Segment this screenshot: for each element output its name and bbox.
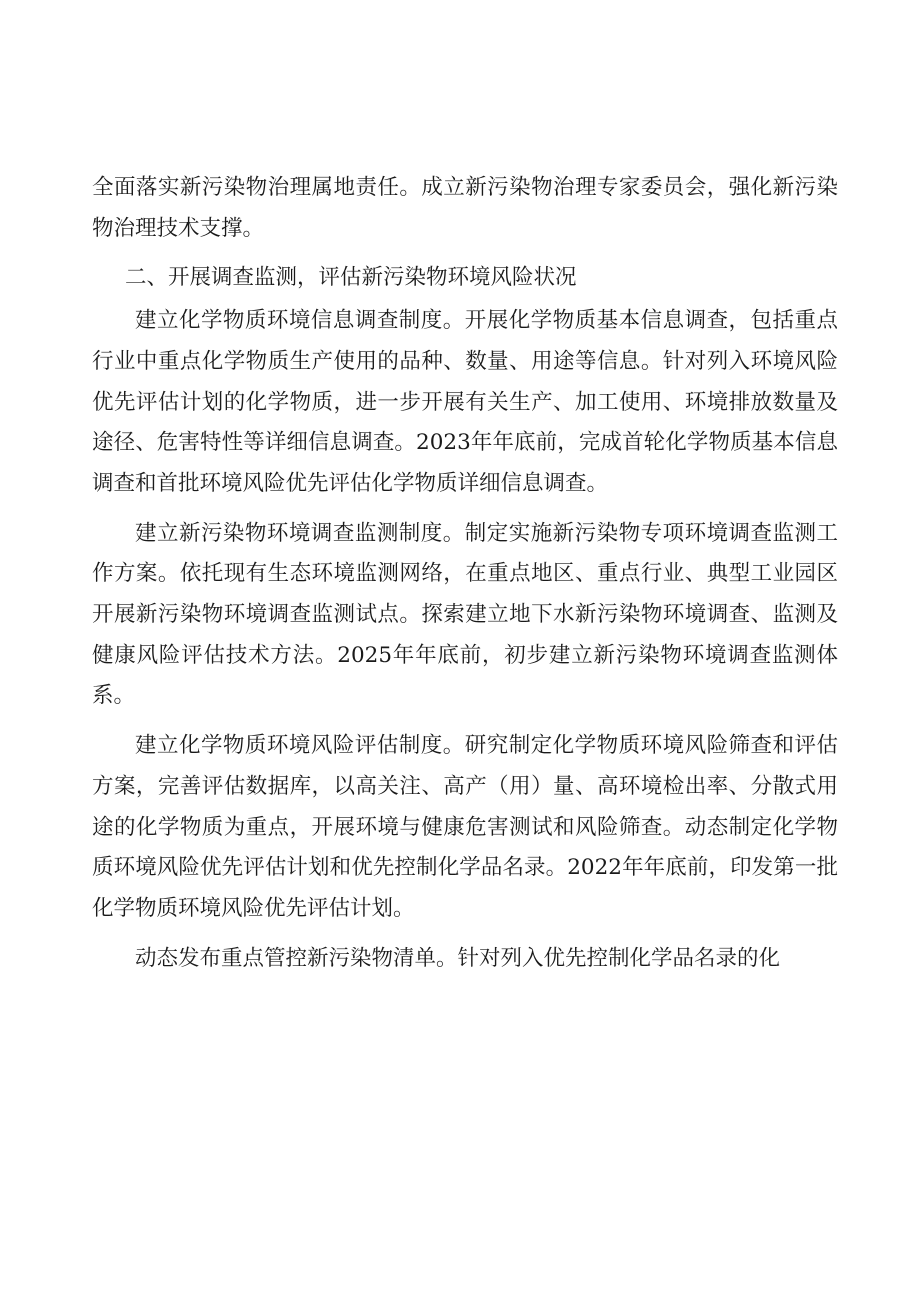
document-body (92, 168, 838, 979)
paragraph-monitoring: 建立新污染物环境调查监测制度。制定实施新污染物专项环境调查监测工作方案。依托现有生态环境监测网络，在重点地区、重点行业、典型工业园区开展新污染物环境调查监测试点。探索建立地下水新污染物环境调查、监测及健康风险评估技术方法。2025年年底前，初步建立新污染物环境调查监测体系。 (92, 520, 838, 709)
paragraph-info-survey: 建立化学物质环境信息调查制度。开展化学物质基本信息调查，包括重点行业中重点化学物质生产使用的品种、数量、用途等信息。针对列入环境风险优先评估计划的化学物质，进一步开展有关生产、加工使用、环境排放数量及途径、危害特性等详细信息调查。2023年年底前，完成首轮化学物质基本信息调查和首批环境风险优先评估化学物质详细信息调查。 (92, 308, 838, 496)
paragraph-risk-assessment: 建立化学物质环境风险评估制度。研究制定化学物质环境风险筛查和评估方案，完善评估数据库，以高关注、高产（用）量、高环境检出率、分散式用途的化学物质为重点，开展环境与健康危害测试和风险筛查。动态制定化学物质环境风险优先评估计划和优先控制化学品名录。2022年年底前，印发第一批化学物质环境风险优先评估计划。 (92, 733, 838, 921)
paragraph-continuation: 全面落实新污染物治理属地责任。成立新污染物治理专家委员会，强化新污染物治理技术支撑。 (92, 175, 838, 241)
section-heading: 二、开展调查监测，评估新污染物环境风险状况 (125, 265, 577, 291)
paragraph-control-list: 动态发布重点管控新污染物清单。针对列入优先控制化学品名录的化 (135, 945, 781, 971)
